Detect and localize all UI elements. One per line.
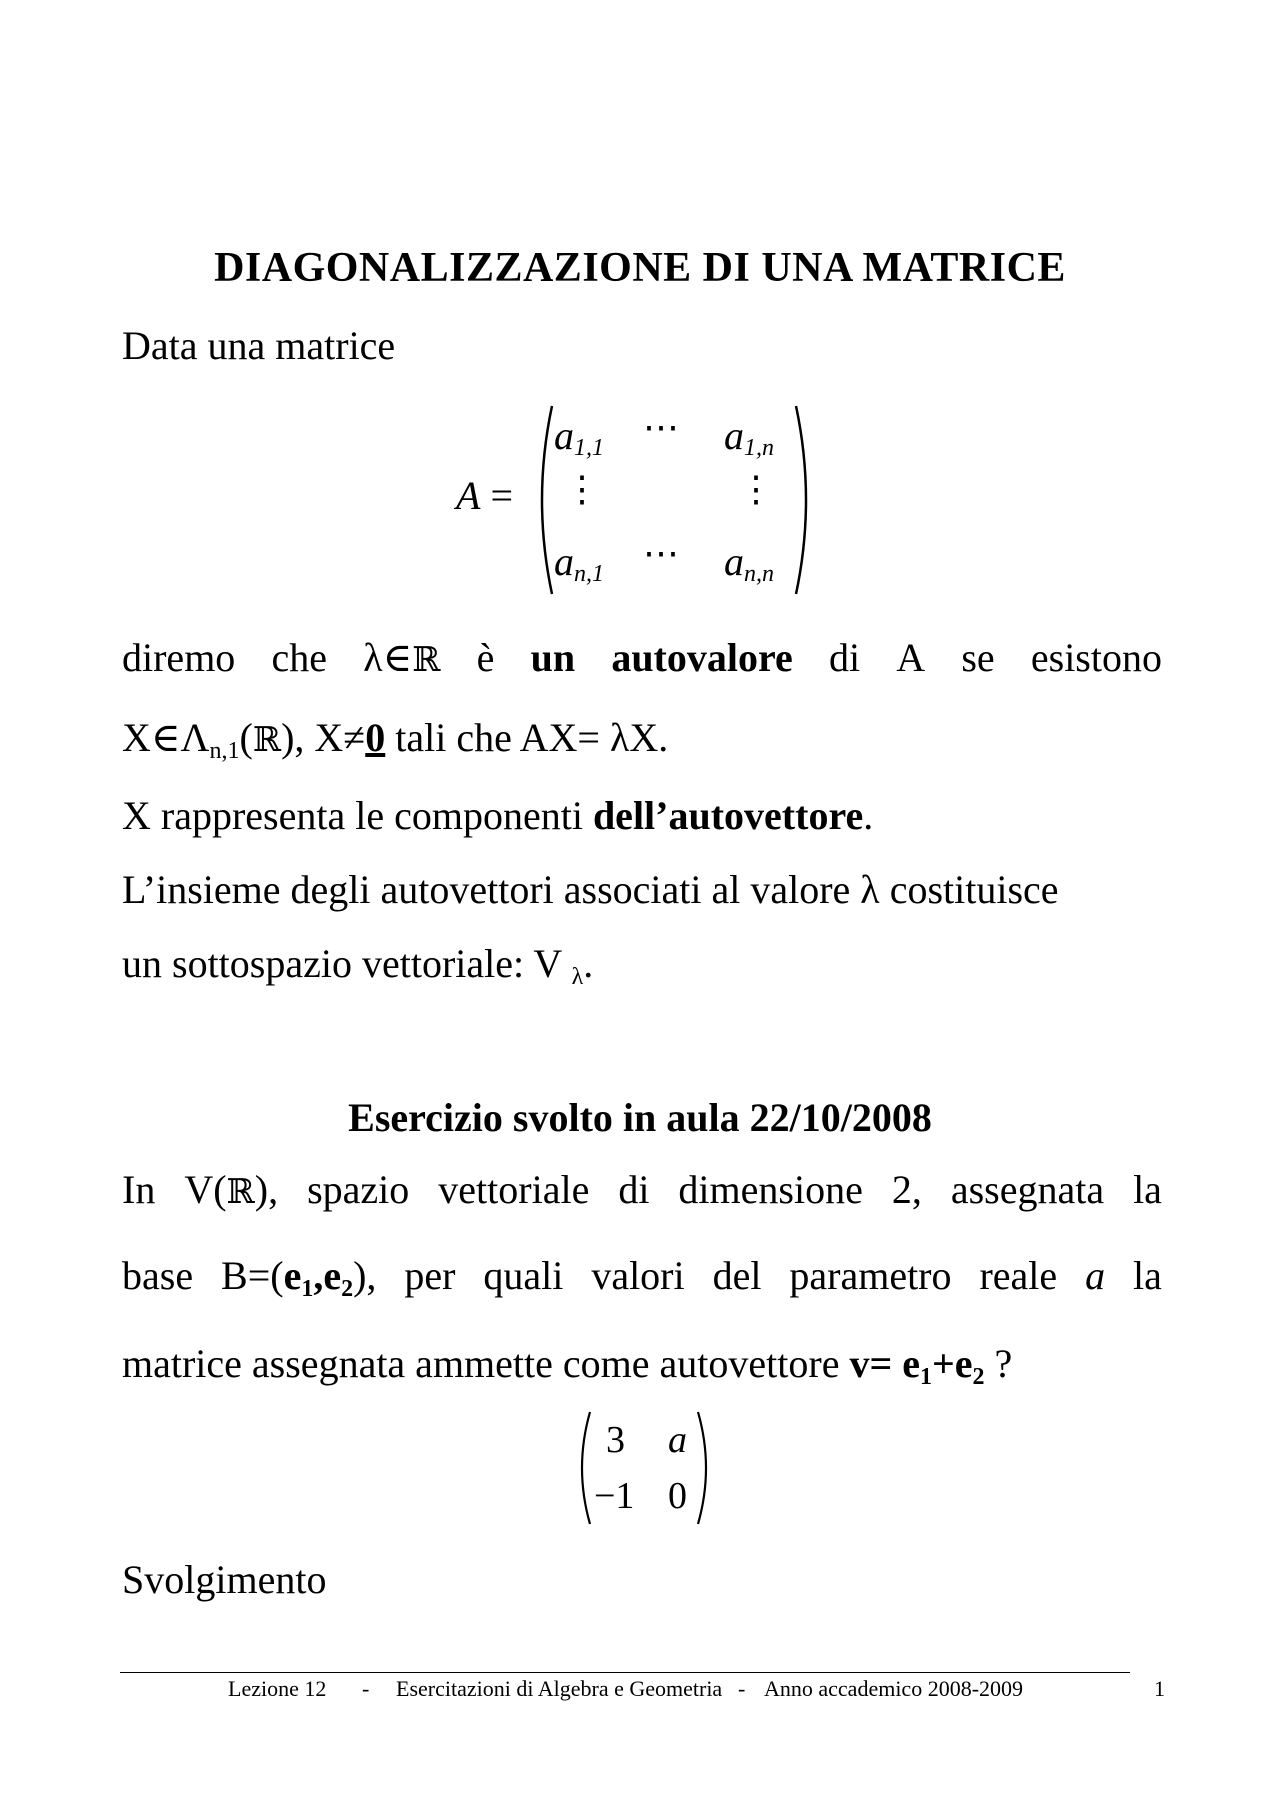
exercise-line-3: matrice assegnata ammette come autovettore $v= e_1+e_2$ ? [122,1341,1013,1390]
solution-heading: Svolgimento [122,1557,327,1602]
exercise-matrix-m21: −1 [594,1475,635,1517]
exercise-matrix [574,1408,714,1528]
exercise-title: Esercizio svolto in aula 22/10/2008 [348,1095,932,1140]
matrix-a-vdots-left: ⋮ [564,469,600,509]
exercise-matrix-m22: 0 [668,1475,687,1517]
eigenspace-line-1: L’insieme degli autovettori associati al valore λ costituisce [122,867,1059,912]
page-title: DIAGONALIZZAZIONE DI UNA MATRICE [214,245,1066,291]
matrix-a [458,400,818,600]
page-number: 1 [1154,1676,1165,1701]
footer-year: Anno accademico 2008-2009 [764,1676,1024,1701]
matrix-a-a11: $a_{1,1}$ [554,413,604,461]
matrix-a-ann: $a_{n,n}$ [724,539,774,587]
exercise-line-1: In V(ℝ), spazio vettoriale di dimensione 2, assegnata la [122,1167,1162,1212]
exercise-line-2: base $B=(e_1,e_2)$, per quali valori del parametro reale a la [122,1253,1162,1302]
matrix-a-a1n: $a_{1,n}$ [724,413,774,461]
eigenvector-line: X rappresenta le componenti dell’autovettore. [122,793,874,838]
footer-separator-2: - [738,1676,746,1701]
matrix-a-an1: $a_{n,1}$ [554,539,604,587]
eigenspace-line-2: un sottospazio vettoriale: V $_\lambda$. [122,941,594,990]
definition-line-1: diremo che λ∈ℝ è un autovalore di A se esistono [122,635,1162,680]
matrix-a-hdots-bottom: ⋯ [643,533,679,573]
matrix-a-vdots-right: ⋮ [738,469,774,509]
exercise-matrix-m12: a [668,1419,687,1461]
matrix-a-label: A = [456,473,513,518]
footer-course: Esercitazioni di Algebra e Geometria [396,1676,723,1701]
footer-separator-1: - [362,1676,370,1701]
definition-line-2: $X\in\Lambda_{n,1}(ℝ)$, X≠0 tali che AX= λX. [122,715,669,764]
footer-divider [120,1672,1130,1673]
exercise-matrix-m11: 3 [606,1419,625,1461]
footer-lesson: Lezione 12 [228,1676,327,1701]
matrix-a-hdots-top: ⋯ [643,407,679,447]
intro-text: Data una matrice [122,323,396,368]
